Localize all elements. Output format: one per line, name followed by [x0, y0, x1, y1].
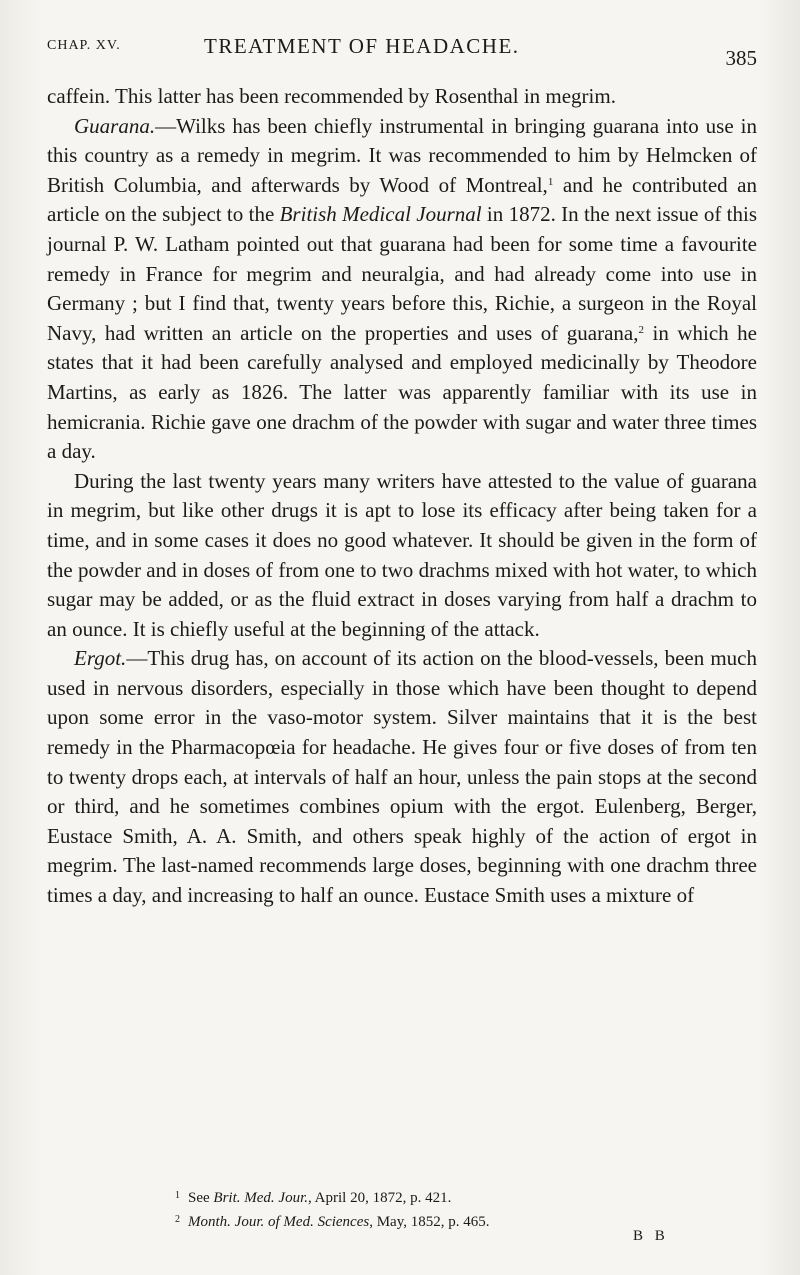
footnote-text: See: [188, 1190, 214, 1206]
section-lead-ergot: Ergot.: [74, 646, 127, 671]
footnote-text: , April 20, 1872, p. 421.: [308, 1190, 452, 1206]
journal-title: British Medical Journal: [279, 202, 482, 227]
paragraph-text: —This drug has, on account of its action on the blood-vessels, been much used in nervous disorders, especially in those which have been thought to depend upon some error in the vaso-motor system. Silver maintains that it is the best remedy in the Pharmacopœia for headache. He gives four or five doses of from ten to twenty drops each, at intervals of half an hour, unless the pain stops at the second or third, and he sometimes combines opium with the ergot. Eulenberg, Berger, Eustace Smith, A. A. Smith, and others speak highly of the action of ergot in megrim. The last-named recommends large doses, beginning with one drachm three times a day, and increasing to half an ounce. Eustace Smith uses a mixture of: [47, 646, 757, 908]
page-number: 385: [725, 46, 757, 70]
chapter-label: CHAP. XV.: [47, 38, 121, 53]
paragraph-ergot: [47, 644, 757, 910]
footnote-mark: 2: [175, 1214, 180, 1225]
paragraph-guarana: [47, 112, 757, 467]
paragraph-text: in which he states that it had been carefully analysed and employed medicinally by Theodore Martins, as early as 1826. The latter was apparently familiar with its use in hemicrania. Richie gave one drachm of the powder with sugar and water three times a day.: [47, 320, 757, 464]
body-text: [47, 82, 757, 911]
footnote-1: [175, 1185, 695, 1209]
section-lead-guarana: Guarana.: [74, 113, 156, 138]
footnote-text: , May, 1852, p. 465.: [369, 1214, 490, 1230]
page-title: TREATMENT OF HEADACHE.: [204, 34, 520, 58]
footnote-journal: Month. Jour. of Med. Sciences: [188, 1214, 370, 1230]
footnote-mark: 1: [175, 1190, 180, 1201]
footnote-ref-2: 2: [638, 323, 644, 336]
footnotes: [175, 1185, 695, 1233]
paragraph-text: in 1872. In the next issue of this journal P. W. Latham pointed out that guarana had been for some time a favourite remedy in France for megrim and neuralgia, and had already come into use in Germany ; but I find that, twenty years before this, Richie, a surgeon in the Royal Navy, had written an article on the properties and uses of guarana,: [47, 202, 757, 345]
running-header: [47, 34, 757, 74]
paragraph-caffein: caffein. This latter has been recommended by Rosenthal in megrim.: [47, 84, 616, 108]
footnote-journal: Brit. Med. Jour.: [213, 1190, 308, 1206]
printer-signature: B B: [633, 1228, 669, 1244]
footnote-2: [175, 1209, 695, 1233]
paragraph-text: —Wilks has been chiefly instrumental in bringing guarana into use in this country as a remedy in megrim. It was recommended to him by Helmcken of British Columbia, and afterwards by Wood of Montreal,: [47, 113, 757, 197]
paragraph-text: and he contributed an article on the subject to the: [47, 172, 757, 227]
paragraph-guarana-usage: During the last twenty years many writers have attested to the value of guarana in megrim, but like other drugs it is apt to lose its efficacy after being taken for a time, and in some cases it does no good whatever. It should be given in the form of the powder and in doses of from one to two drachms mixed with hot water, to which sugar may be added, or as the fluid extract in doses varying from half a drachm to an ounce. It is chiefly useful at the beginning of the attack.: [47, 468, 757, 641]
footnote-ref-1: 1: [547, 175, 554, 188]
